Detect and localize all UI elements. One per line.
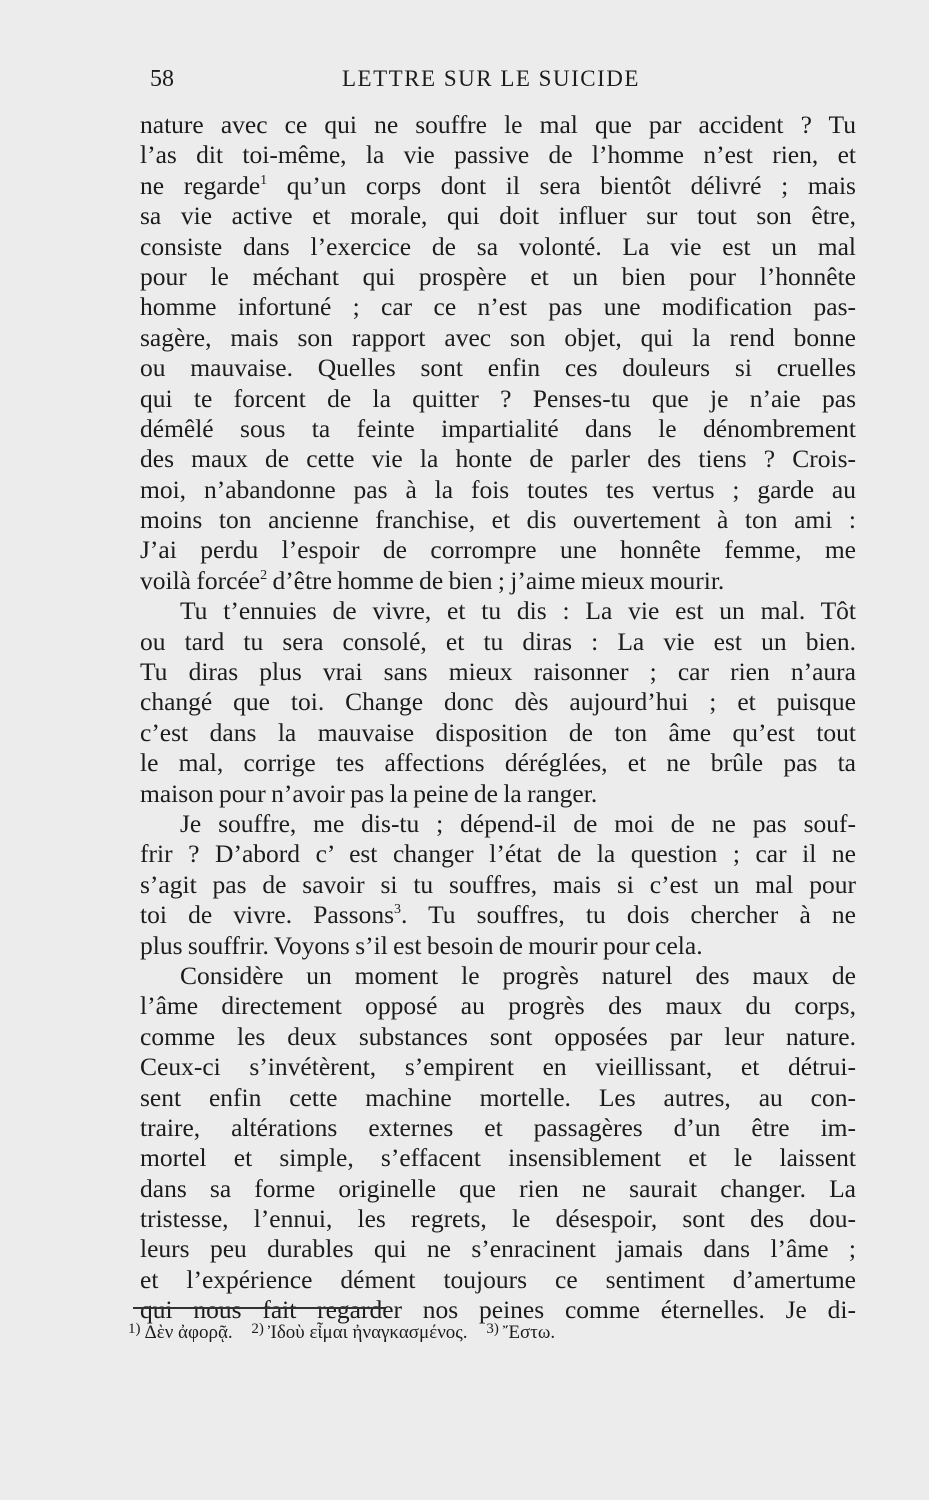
text-line: traire, altérations externes et passagères d’un être im- <box>140 1112 856 1142</box>
running-title: LETTRE SUR LE SUICIDE <box>342 66 640 91</box>
text-line: sent enfin cette machine mortelle. Les autres, au con- <box>140 1082 856 1112</box>
text-line: ne regarde$^1$ qu’un corps dont il sera bientôt délivré ; mais <box>140 170 856 200</box>
text-line: des maux de cette vie la honte de parler des tiens ? Crois- <box>140 444 856 474</box>
text-line: Ceux-ci s’invétèrent, s’empirent en vieillissant, et détrui- <box>140 1052 856 1082</box>
text-line: le mal, corrige tes affections déréglées, et ne brûle pas ta <box>140 748 856 778</box>
page-number: 58 <box>150 66 174 92</box>
text-line: l’âme directement opposé au progrès des maux du corps, <box>140 991 856 1021</box>
footnote-text: Ἰδοὺ εἶμαι ἠναγκασμένος. <box>267 1322 468 1343</box>
text-line: changé que toi. Change donc dès aujourd’hui ; et puisque <box>140 687 856 717</box>
footnote-ref-1: 1 <box>260 172 268 188</box>
text-line: consiste dans l’exercice de sa volonté. La vie est un mal <box>140 231 856 261</box>
footnote-ref-2: 2 <box>260 567 268 583</box>
footnote-divider <box>133 1307 385 1309</box>
text-line: pour le méchant qui prospère et un bien pour l’honnête <box>140 261 856 291</box>
text-line: nature avec ce qui ne souffre le mal que par accident ? Tu <box>140 110 856 139</box>
text-line: moi, n’abandonne pas à la fois toutes tes vertus ; garde au <box>140 474 856 504</box>
text-line: démêlé sous ta feinte impartialité dans le dénombrement <box>140 413 856 443</box>
footnote-mark: 2) <box>251 1321 264 1337</box>
text-line: ou mauvaise. Quelles sont enfin ces douleurs si cruelles <box>140 353 856 383</box>
text-line: leurs peu durables qui ne s’enracinent jamais dans l’âme ; <box>140 1234 856 1264</box>
text-line: frir ? D’abord c’ est changer l’état de la question ; car il ne <box>140 839 856 869</box>
text-line: voilà forcée$^2$ d’être homme de bien ; j’aime mieux mourir. <box>140 565 725 595</box>
footnote-ref-3: 3 <box>394 902 402 918</box>
text-line: l’as dit toi-même, la vie passive de l’homme n’est rien, et <box>140 140 856 170</box>
text-line: s’agit pas de savoir si tu souffres, mais si c’est un mal pour <box>140 869 856 899</box>
footnote-text: Δὲν ἀφορᾷ. <box>144 1322 233 1343</box>
page-header <box>150 62 854 96</box>
text-line: sagère, mais son rapport avec son objet, qui la rend bonne <box>140 322 856 352</box>
text-line: qui te forcent de la quitter ? Penses-tu que je n’aie pas <box>140 383 856 413</box>
body-text <box>140 110 856 1326</box>
footnote-mark: 1) <box>128 1321 141 1337</box>
text-line: plus souffrir. Voyons s’il est besoin de mourir pour cela. <box>140 930 703 960</box>
footnote-3 <box>486 1322 555 1343</box>
text-line: dans sa forme originelle que rien ne saurait changer. La <box>140 1173 856 1203</box>
footnote-1 <box>128 1322 233 1343</box>
text-line: sa vie active et morale, qui doit influer sur tout son être, <box>140 201 856 231</box>
text-line: ou tard tu sera consolé, et tu diras : La vie est un bien. <box>140 626 856 656</box>
text-line: et l’expérience dément toujours ce sentiment d’amertume <box>140 1264 856 1294</box>
footnotes <box>128 1321 569 1344</box>
text-line: J’ai perdu l’espoir de corrompre une honnête femme, me <box>140 535 856 565</box>
text-line: c’est dans la mauvaise disposition de ton âme qu’est tout <box>140 717 856 747</box>
text-line: Tu t’ennuies de vivre, et tu dis : La vie est un mal. Tôt <box>180 596 856 626</box>
text-line: Tu diras plus vrai sans mieux raisonner ; car rien n’aura <box>140 657 856 687</box>
footnote-2 <box>251 1322 467 1343</box>
text-line: Considère un moment le progrès naturel des maux de <box>180 960 856 990</box>
footnote-text: Ἔστω. <box>502 1322 556 1343</box>
text-line: tristesse, l’ennui, les regrets, le désespoir, sont des dou- <box>140 1204 856 1234</box>
text-line: Je souffre, me dis-tu ; dépend-il de moi de ne pas souf- <box>180 808 856 838</box>
text-line: toi de vivre. Passons$^3$. Tu souffres, tu dois chercher à ne <box>140 900 857 930</box>
text-line: mortel et simple, s’effacent insensiblement et le laissent <box>140 1143 856 1173</box>
text-line: qui nous fait regarder nos peines comme éternelles. Je di- <box>140 1295 856 1325</box>
text-line: comme les deux substances sont opposées par leur nature. <box>140 1021 856 1051</box>
footnote-mark: 3) <box>486 1321 499 1337</box>
text-line: maison pour n’avoir pas la peine de la ranger. <box>140 778 598 808</box>
text-line: moins ton ancienne franchise, et dis ouvertement à ton ami : <box>140 505 856 535</box>
text-line: homme infortuné ; car ce n’est pas une modification pas- <box>140 292 856 322</box>
